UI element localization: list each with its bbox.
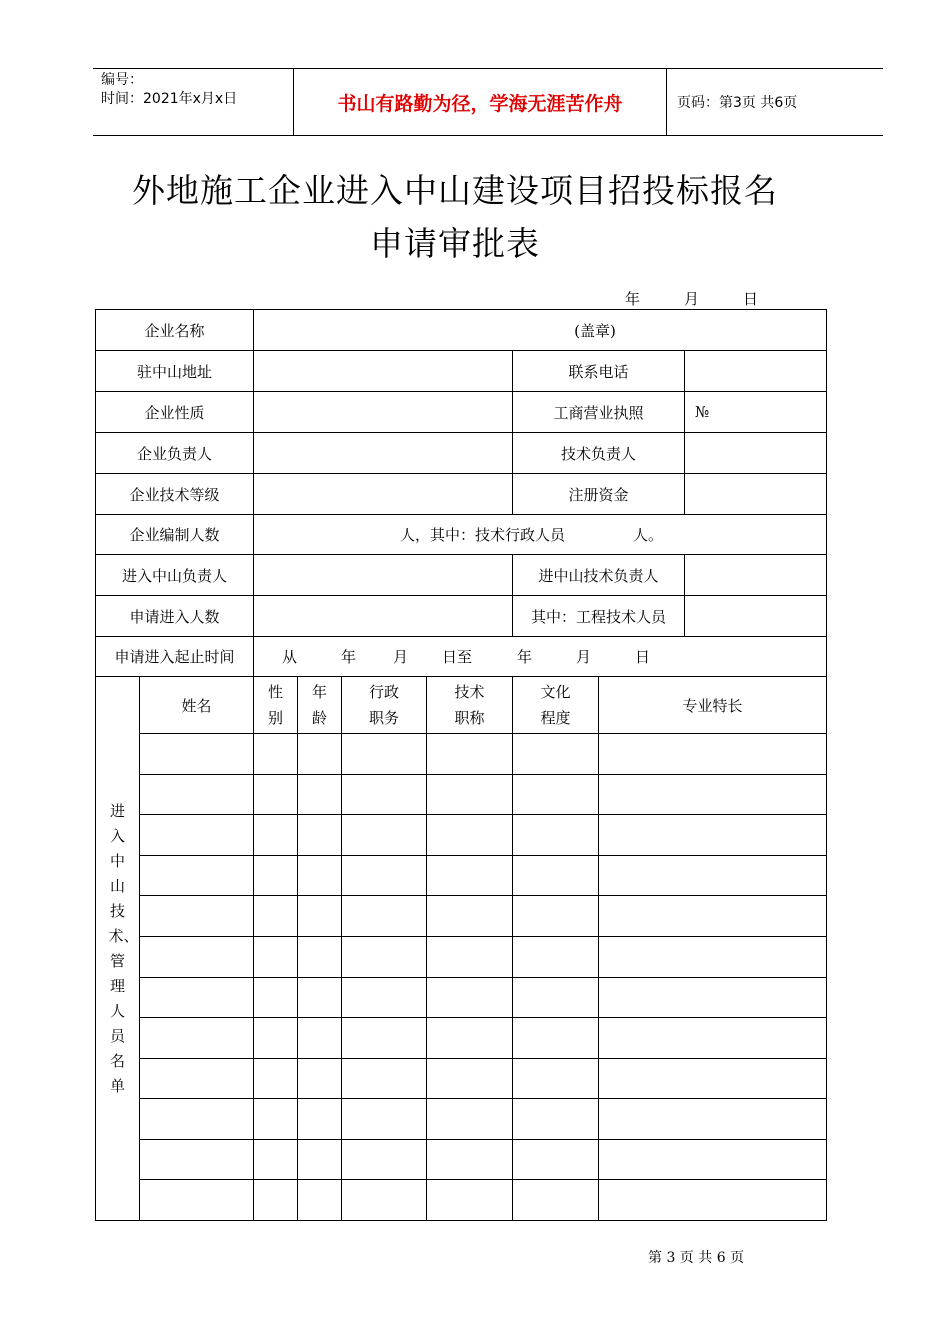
roster-cell[interactable]: [298, 1140, 341, 1180]
roster-header-admin-post-l2: 职务: [368, 709, 399, 727]
staff-detail-b: 人。: [633, 526, 664, 544]
seal-label: (盖章): [574, 321, 616, 340]
roster-cell[interactable]: [513, 1140, 598, 1180]
roster-cell[interactable]: [298, 1018, 341, 1058]
roster-header-tech-title: [427, 677, 512, 733]
roster-cell[interactable]: [342, 978, 426, 1018]
roster-cell[interactable]: [254, 856, 297, 896]
address-field[interactable]: [254, 351, 512, 391]
roster-cell[interactable]: [513, 1180, 598, 1220]
roster-cell[interactable]: [599, 734, 825, 774]
roster-cell[interactable]: [427, 896, 512, 936]
roster-cell[interactable]: [427, 856, 512, 896]
period-day-2: 日: [635, 648, 651, 666]
period-field[interactable]: [254, 637, 826, 676]
roster-cell[interactable]: [342, 775, 426, 815]
date-year-label: 年: [625, 290, 641, 308]
staff-count-field[interactable]: [254, 515, 826, 554]
period-month-1: 月: [393, 648, 409, 666]
roster-cell[interactable]: [599, 1180, 825, 1220]
license-field[interactable]: [685, 392, 826, 432]
roster-cell[interactable]: [342, 856, 426, 896]
roster-header-age-l2: 龄: [311, 709, 327, 727]
tech-leader-label: 技术负责人: [560, 444, 636, 463]
roster-cell[interactable]: [513, 734, 598, 774]
roster-cell[interactable]: [513, 856, 598, 896]
phone-field[interactable]: [685, 351, 826, 391]
tech-grade-label: 企业技术等级: [129, 485, 220, 504]
zs-leader-field[interactable]: [254, 555, 512, 595]
period-day-to: 日至: [442, 648, 473, 666]
roster-cell[interactable]: [513, 896, 598, 936]
tech-leader-field[interactable]: [685, 433, 826, 473]
header-meta: [93, 69, 294, 135]
period-year-2: 年: [517, 648, 533, 666]
phone-label: 联系电话: [568, 362, 629, 381]
roster-cell[interactable]: [298, 734, 341, 774]
capital-label: 注册资金: [568, 485, 629, 504]
roster-cell[interactable]: [427, 1099, 512, 1139]
roster-cell[interactable]: [427, 1018, 512, 1058]
nature-label: 企业性质: [144, 403, 205, 422]
roster-cell[interactable]: [298, 896, 341, 936]
roster-cell[interactable]: [342, 937, 426, 977]
document-number-label: 编号：: [101, 72, 143, 88]
nature-field[interactable]: [254, 392, 512, 432]
roster-cell[interactable]: [298, 1180, 341, 1220]
roster-cell[interactable]: [140, 1059, 253, 1099]
roster-cell[interactable]: [140, 1140, 253, 1180]
roster-header-gender-l2: 别: [267, 709, 283, 727]
roster-cell[interactable]: [342, 896, 426, 936]
staff-count-label: 企业编制人数: [129, 526, 220, 544]
roster-cell[interactable]: [599, 1140, 825, 1180]
license-number-sign: №: [695, 403, 710, 421]
roster-cell[interactable]: [513, 1018, 598, 1058]
company-name-label: 企业名称: [144, 321, 205, 340]
roster-cell[interactable]: [342, 1059, 426, 1099]
roster-cell[interactable]: [298, 937, 341, 977]
capital-field[interactable]: [685, 474, 826, 514]
document-title-line-1: 外地施工企业进入中山建设项目招投标报名: [132, 171, 778, 210]
roster-cell[interactable]: [427, 775, 512, 815]
roster-header-gender: [254, 677, 297, 733]
roster-header-education: [513, 677, 598, 733]
roster-cell[interactable]: [599, 1018, 825, 1058]
date-month-label: 月: [684, 290, 700, 308]
apply-count-label: 申请进入人数: [129, 607, 220, 626]
roster-cell[interactable]: [254, 1140, 297, 1180]
roster-cell[interactable]: [599, 815, 825, 855]
roster-cell[interactable]: [427, 937, 512, 977]
leader-label: 企业负责人: [136, 444, 212, 463]
roster-header-name: 姓名: [181, 696, 212, 715]
zs-leader-label: 进入中山负责人: [121, 566, 227, 585]
roster-cell[interactable]: [140, 1099, 253, 1139]
roster-cell[interactable]: [298, 775, 341, 815]
roster-cell[interactable]: [342, 1099, 426, 1139]
roster-cell[interactable]: [342, 1140, 426, 1180]
roster-cell[interactable]: [599, 1059, 825, 1099]
roster-header-tech-title-l2: 职称: [454, 709, 485, 727]
roster-cell[interactable]: [427, 978, 512, 1018]
roster-header-education-l2: 程度: [540, 709, 571, 727]
roster-cell[interactable]: [599, 856, 825, 896]
roster-cell[interactable]: [254, 978, 297, 1018]
leader-field[interactable]: [254, 433, 512, 473]
roster-cell[interactable]: [513, 775, 598, 815]
roster-cell[interactable]: [298, 1059, 341, 1099]
roster-cell[interactable]: [140, 856, 253, 896]
roster-cell[interactable]: [140, 775, 253, 815]
roster-cell[interactable]: [513, 1059, 598, 1099]
roster-cell[interactable]: [599, 1099, 825, 1139]
header-motto: 书山有路勤为径，学海无涯苦作舟: [294, 69, 667, 135]
roster-cell[interactable]: [599, 775, 825, 815]
form-date: [625, 288, 758, 309]
roster-cell[interactable]: [140, 1018, 253, 1058]
period-month-2: 月: [576, 648, 592, 666]
roster-side-label: [96, 677, 139, 1220]
period-year-1: 年: [341, 648, 357, 666]
roster-cell[interactable]: [342, 1018, 426, 1058]
roster-cell[interactable]: [599, 978, 825, 1018]
roster-cell[interactable]: [599, 896, 825, 936]
roster-cell[interactable]: [513, 815, 598, 855]
roster-cell[interactable]: [427, 815, 512, 855]
roster-cell[interactable]: [254, 775, 297, 815]
roster-cell[interactable]: [513, 1099, 598, 1139]
roster-cell[interactable]: [140, 896, 253, 936]
document-title-line-2: 申请审批表: [370, 224, 540, 263]
staff-detail-a: 人，其中：技术行政人员: [400, 526, 566, 544]
company-name-field[interactable]: [254, 310, 826, 350]
header-page-info: 页码：第3页 共6页: [677, 95, 798, 111]
roster-cell[interactable]: [140, 734, 253, 774]
period-label: 申请进入起止时间: [114, 648, 235, 666]
page-header: [93, 68, 883, 136]
roster-header-age-l1: 年: [311, 683, 327, 701]
roster-cell[interactable]: [298, 1099, 341, 1139]
apply-tech-field[interactable]: [685, 596, 826, 636]
roster-header-age: [298, 677, 341, 733]
tech-grade-field[interactable]: [254, 474, 512, 514]
roster-header-admin-post-l1: 行政: [368, 683, 399, 701]
roster-cell[interactable]: [298, 856, 341, 896]
zs-tech-leader-label: 进中山技术负责人: [538, 566, 659, 585]
roster-cell[interactable]: [140, 1180, 253, 1220]
roster-cell[interactable]: [599, 937, 825, 977]
roster-cell[interactable]: [513, 978, 598, 1018]
roster-cell[interactable]: [513, 937, 598, 977]
period-from: 从: [282, 648, 298, 666]
roster-cell[interactable]: [254, 815, 297, 855]
roster-header-specialty: 专业特长: [682, 696, 743, 715]
roster-header-gender-l1: 性: [267, 683, 283, 701]
roster-cell[interactable]: [254, 937, 297, 977]
roster-cell[interactable]: [254, 734, 297, 774]
roster-cell[interactable]: [140, 978, 253, 1018]
apply-tech-label: 其中：工程技术人员: [530, 607, 666, 626]
roster-cell[interactable]: [342, 1180, 426, 1220]
apply-count-field[interactable]: [254, 596, 512, 636]
roster-cell[interactable]: [140, 815, 253, 855]
roster-cell[interactable]: [254, 1180, 297, 1220]
roster-cell[interactable]: [427, 1140, 512, 1180]
roster-side-text: 进入中山技术、管理人员名单: [108, 801, 139, 1095]
document-time-label: 时间：2021年x月x日: [101, 91, 238, 107]
roster-cell[interactable]: [254, 1018, 297, 1058]
roster-cell[interactable]: [342, 734, 426, 774]
roster-cell[interactable]: [254, 1059, 297, 1099]
date-day-label: 日: [743, 290, 759, 308]
roster-cell[interactable]: [427, 734, 512, 774]
roster-cell[interactable]: [298, 978, 341, 1018]
roster-cell[interactable]: [254, 1099, 297, 1139]
roster-cell[interactable]: [427, 1059, 512, 1099]
page-footer: 第 3 页 共 6 页: [648, 1250, 745, 1266]
roster-header-tech-title-l1: 技术: [454, 683, 485, 701]
roster-header-education-l1: 文化: [540, 683, 571, 701]
roster-cell[interactable]: [427, 1180, 512, 1220]
roster-cell[interactable]: [254, 896, 297, 936]
zs-tech-leader-field[interactable]: [685, 555, 826, 595]
roster-cell[interactable]: [342, 815, 426, 855]
license-label: 工商营业执照: [553, 403, 644, 422]
address-label: 驻中山地址: [136, 362, 212, 381]
roster-cell[interactable]: [298, 815, 341, 855]
roster-header-admin-post: [342, 677, 426, 733]
roster-cell[interactable]: [140, 937, 253, 977]
application-form: [95, 309, 827, 1221]
